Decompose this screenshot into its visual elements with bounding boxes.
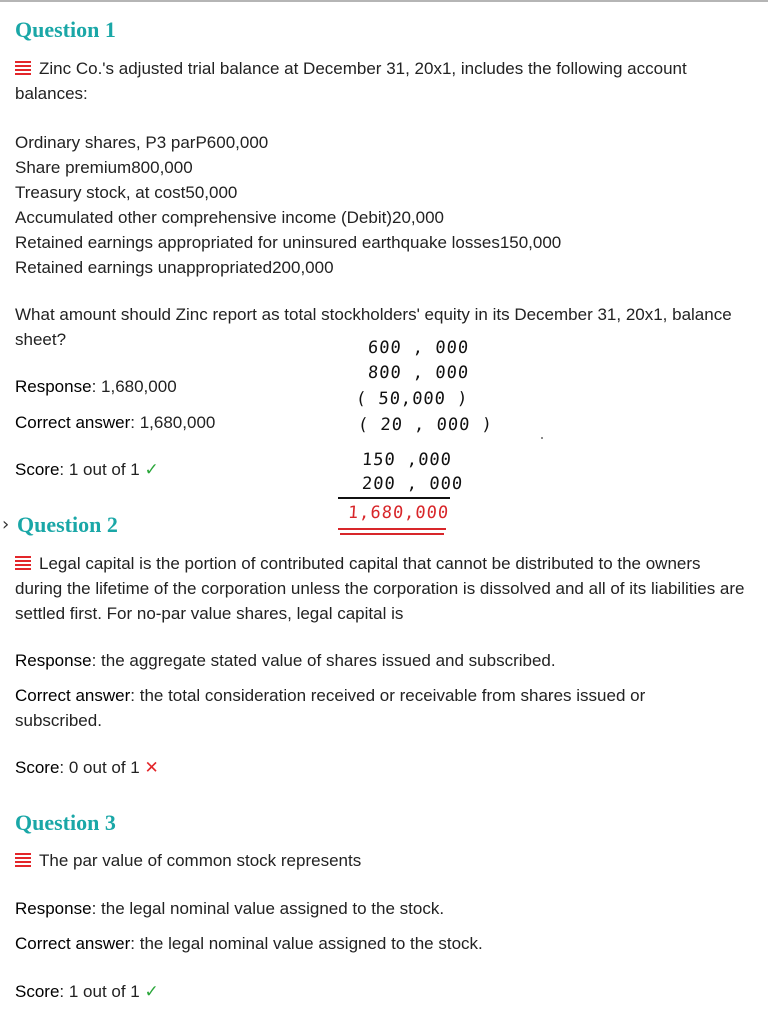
score-value: 1 out of 1 (68, 460, 140, 479)
handwritten-total: 1,680,000 (347, 503, 450, 523)
correct-answer-label: Correct answer (15, 413, 131, 432)
question-3-response: Response: the legal nominal value assigned to the stock. (15, 899, 445, 918)
question-1-response: Response: 1,680,000 (15, 377, 177, 396)
response-value: the aggregate stated value of shares issued and subscribed. (101, 651, 556, 670)
response-label: Response (15, 899, 92, 918)
list-icon (15, 556, 31, 570)
handwritten-line: 200 , 000 (361, 474, 464, 494)
correct-answer-value: the total consideration received or receivable from shares issued or subscribed. (15, 686, 646, 730)
question-3-correct-answer: Correct answer: the legal nominal value assigned to the stock. (15, 934, 483, 953)
response-value: the legal nominal value assigned to the stock. (101, 899, 445, 918)
handwritten-total-double-underline (340, 533, 444, 535)
balance-line: Accumulated other comprehensive income (Debit)20,000 (15, 208, 445, 227)
checkmark-icon: ✓ (144, 460, 159, 479)
handwritten-line: ( 20 , 000 ) (357, 415, 494, 435)
question-2-prompt (15, 551, 745, 626)
list-icon (15, 61, 31, 75)
question-3-prompt-text: The par value of common stock represents (39, 851, 362, 870)
score-label: Score (15, 982, 60, 1001)
question-1-prompt-text: Zinc Co.'s adjusted trial balance at December 31, 20x1, includes the following account balances: (15, 59, 687, 103)
balance-line: Retained earnings unappropriated200,000 (15, 258, 334, 277)
question-1-prompt (15, 56, 735, 106)
question-1-score: Score: 1 out of 1 ✓ (15, 460, 159, 479)
handwritten-total-underline (338, 528, 446, 530)
response-value: 1,680,000 (101, 377, 177, 396)
balance-line: Share premium800,000 (15, 158, 193, 177)
question-1-question: What amount should Zinc report as total stockholders' equity in its December 31, 20x1, balance sheet? (15, 305, 732, 349)
question-2-prompt-text: Legal capital is the portion of contributed capital that cannot be distributed to the owners during the lifetime of the corporation unless the corporation is dissolved and all of its liabilities are settled first. For no-par value shares, legal capital is (15, 554, 745, 623)
question-1-correct-answer: Correct answer: 1,680,000 (15, 413, 216, 432)
score-value: 1 out of 1 (68, 982, 140, 1001)
correct-answer-value: 1,680,000 (139, 413, 216, 432)
question-3-score: Score: 1 out of 1 ✓ (15, 982, 159, 1001)
list-icon (15, 853, 31, 867)
correct-answer-value: the legal nominal value assigned to the stock. (139, 934, 483, 953)
question-2-response: Response: the aggregate stated value of shares issued and subscribed. (15, 651, 556, 670)
response-label: Response (15, 651, 92, 670)
score-label: Score (15, 758, 60, 777)
cross-icon: ✕ (144, 758, 159, 777)
question-2-score: Score: 0 out of 1 ✕ (15, 758, 159, 777)
question-1-title: Question 1 (15, 17, 116, 42)
question-3-prompt (15, 848, 735, 873)
top-divider (0, 0, 768, 2)
balance-line: Treasury stock, at cost50,000 (15, 183, 238, 202)
handwritten-line: 800 , 000 (367, 363, 470, 383)
balance-line: Ordinary shares, P3 parP600,000 (15, 133, 269, 152)
balance-line: Retained earnings appropriated for uninsured earthquake losses150,000 (15, 233, 562, 252)
stray-mark (541, 437, 543, 439)
question-2-correct-answer: Correct answer: the total consideration received or receivable from shares issued or subscribed. (15, 686, 646, 730)
question-2-title: Question 2 (17, 512, 118, 537)
handwritten-line: ( 50,000 ) (355, 389, 470, 409)
correct-answer-label: Correct answer (15, 686, 131, 705)
response-label: Response (15, 377, 92, 396)
score-value: 0 out of 1 (68, 758, 140, 777)
handwritten-line: 150 ,000 (361, 450, 453, 470)
question-3-title: Question 3 (15, 810, 116, 835)
account-balances-list (15, 130, 735, 280)
handwritten-underline (338, 497, 450, 499)
chevron-right-icon[interactable]: › (2, 514, 10, 535)
handwritten-line: 600 , 000 (367, 338, 470, 358)
correct-answer-label: Correct answer (15, 934, 131, 953)
checkmark-icon: ✓ (144, 982, 159, 1001)
score-label: Score (15, 460, 60, 479)
